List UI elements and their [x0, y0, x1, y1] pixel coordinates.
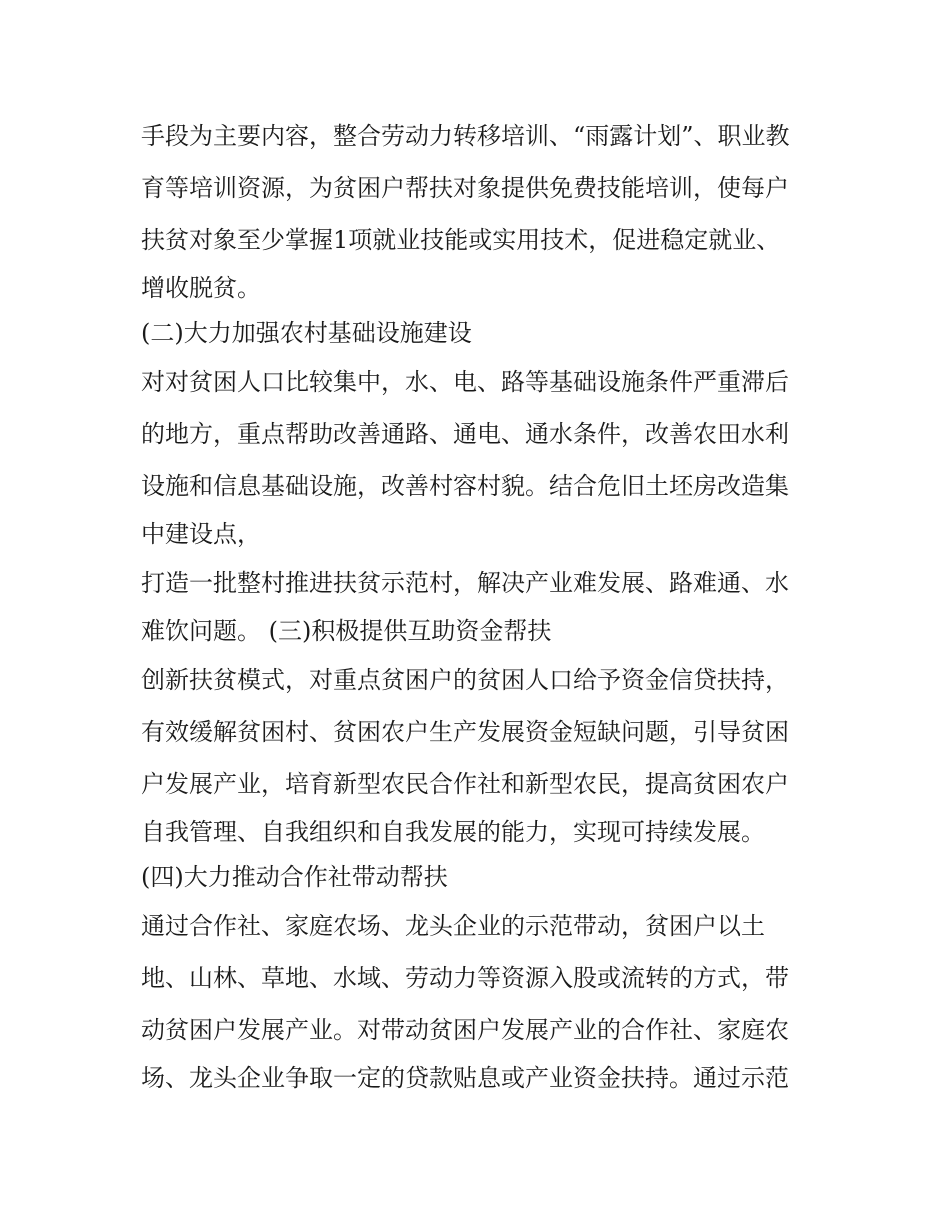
- text-line: 场、龙头企业争取一定的贷款贴息或产业资金扶持。通过示范: [141, 1064, 789, 1092]
- text-line: 有效缓解贫困村、贫困农户生产发展资金短缺问题，引导贫困: [141, 718, 789, 746]
- text-line: 对对贫困人口比较集中，水、电、路等基础设施条件严重滞后: [141, 368, 789, 396]
- section-heading: (四)大力推动合作社带动帮扶: [141, 863, 448, 891]
- text-line: 通过合作社、家庭农场、龙头企业的示范带动，贫困户以土: [141, 912, 765, 940]
- text-line: 难饮问题。 (三)积极提供互助资金帮扶: [141, 617, 552, 645]
- text-line: 户发展产业，培育新型农民合作社和新型农民，提高贫困农户: [141, 770, 789, 798]
- document-body: [141, 110, 821, 1101]
- text-line: 增收脱贫。: [141, 274, 261, 302]
- text-line: 创新扶贫模式，对重点贫困户的贫困人口给予资金信贷扶持，: [141, 666, 789, 694]
- text-line: 设施和信息基础设施，改善村容村貌。结合危旧土坯房改造集: [141, 472, 789, 500]
- text-line: 育等培训资源，为贫困户帮扶对象提供免费技能培训，使每户: [141, 174, 789, 202]
- text-line: 中建设点，: [141, 520, 261, 548]
- text-line: 自我管理、自我组织和自我发展的能力，实现可持续发展。: [141, 818, 765, 846]
- text-line: 动贫困户发展产业。对带动贫困户发展产业的合作社、家庭农: [141, 1016, 789, 1044]
- text-line: 扶贫对象至少掌握1项就业技能或实用技术，促进稳定就业、: [141, 226, 781, 254]
- text-line: 的地方，重点帮助改善通路、通电、通水条件，改善农田水利: [141, 420, 789, 448]
- text-line: 打造一批整村推进扶贫示范村，解决产业难发展、路难通、水: [141, 569, 789, 597]
- section-heading: (二)大力加强农村基础设施建设: [141, 319, 472, 347]
- text-line: 地、山林、草地、水域、劳动力等资源入股或流转的方式，带: [141, 964, 789, 992]
- text-line: 手段为主要内容，整合劳动力转移培训、“雨露计划”、职业教: [141, 122, 790, 150]
